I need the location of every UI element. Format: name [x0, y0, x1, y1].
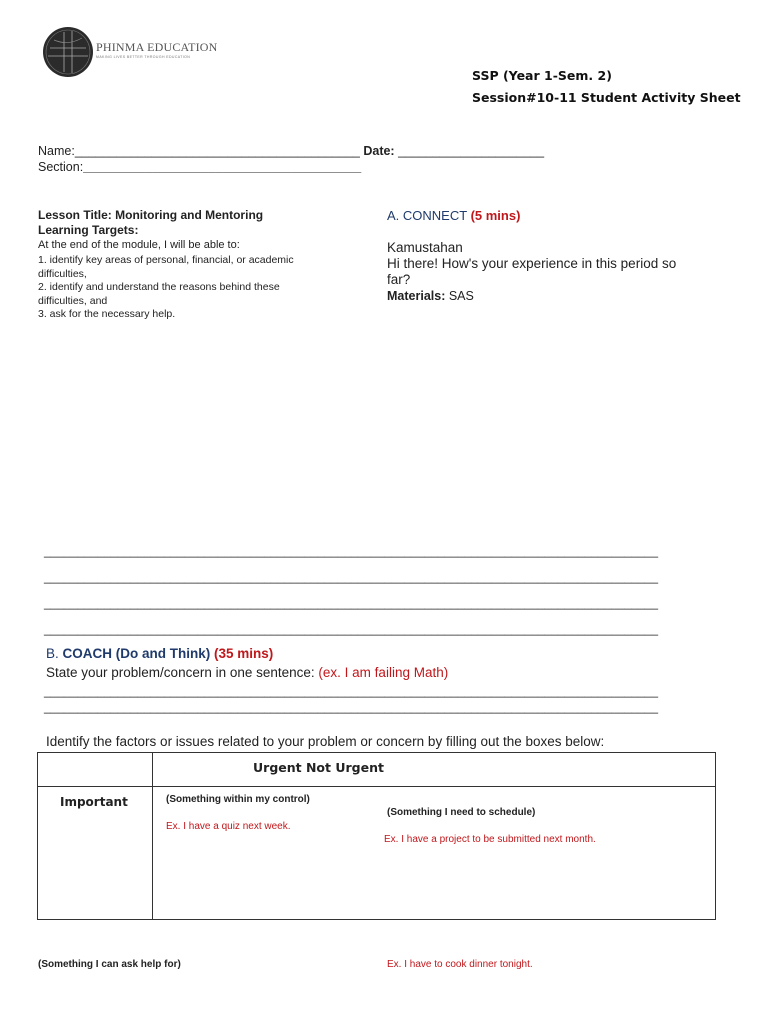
matrix-instruction: Identify the factors or issues related to your problem or concern by filling out the boxes below:: [46, 734, 605, 749]
name-field[interactable]: _________________________________________: [74, 144, 360, 158]
ask-help-example: Ex. I have to cook dinner tonight.: [387, 959, 533, 970]
coach-prefix: B.: [46, 646, 63, 661]
coach-prompt-row: [46, 665, 448, 680]
connect-heading: [387, 208, 727, 224]
connect-time: (5 mins): [470, 208, 521, 223]
important-label-cell: [38, 787, 153, 920]
logo-tagline: MAKING LIVES BETTER THROUGH EDUCATION: [96, 55, 191, 59]
problem-line[interactable]: ____________________________________________________________________________________________: [44, 684, 658, 698]
answer-line[interactable]: ____________________________________________________________________________________________: [44, 570, 658, 584]
phinma-logo: [42, 26, 217, 106]
answer-line[interactable]: ____________________________________________________________________________________________: [44, 596, 658, 610]
coach-title: COACH (Do and Think): [62, 646, 211, 661]
not-urgent-example: Ex. I have a project to be submitted next month.: [384, 834, 596, 845]
important-label: Important: [60, 795, 128, 809]
priority-matrix: [37, 752, 716, 920]
connect-question-cont: far?: [387, 272, 411, 287]
learning-targets-intro: At the end of the module, I will be able to:: [38, 239, 240, 251]
course-title: SSP (Year 1-Sem. 2): [472, 68, 612, 83]
learning-target-item: 3. ask for the necessary help.: [38, 308, 176, 320]
materials-value: SAS: [448, 289, 474, 303]
name-row: [38, 144, 544, 158]
learning-targets-heading: Learning Targets:: [38, 223, 139, 237]
coach-example: (ex. I am failing Math): [318, 665, 449, 680]
date-label: Date:: [363, 144, 395, 158]
materials-label: Materials:: [387, 289, 446, 303]
connect-greeting: Kamustahan: [387, 240, 463, 255]
learning-target-item: difficulties, and: [38, 295, 108, 307]
learning-target-item: 2. identify and understand the reasons behind these: [38, 281, 280, 293]
problem-line[interactable]: ____________________________________________________________________________________________: [44, 700, 658, 714]
matrix-corner-cell: [38, 753, 153, 787]
ask-help-hint: (Something I can ask help for): [38, 959, 181, 970]
phinma-logo-icon: [42, 26, 94, 78]
connect-block: [387, 208, 727, 304]
section-label: Section:: [38, 160, 84, 174]
connect-title: A. CONNECT: [387, 208, 467, 223]
session-title: Session#10-11 Student Activity Sheet: [472, 90, 741, 105]
learning-target-item: 1. identify key areas of personal, financial, or academic: [38, 254, 294, 266]
learning-target-item: difficulties,: [38, 268, 87, 280]
not-urgent-hint: (Something I need to schedule): [387, 807, 536, 818]
connect-question: Hi there! How's your experience in this period so: [387, 256, 677, 271]
lesson-title: Lesson Title: Monitoring and Mentoring: [38, 208, 264, 222]
urgent-example: Ex. I have a quiz next week.: [166, 821, 291, 832]
lesson-block: [38, 208, 368, 322]
name-label: Name:: [38, 144, 75, 158]
section-field[interactable]: ________________________________________: [83, 160, 362, 174]
answer-line[interactable]: ____________________________________________________________________________________________: [44, 544, 658, 558]
matrix-header-cell: [153, 753, 716, 787]
section-row: [38, 160, 361, 174]
logo-wordmark: PHINMA EDUCATION: [96, 40, 218, 54]
coach-prompt: State your problem/concern in one sentence:: [46, 665, 319, 680]
important-content-cell[interactable]: [153, 787, 716, 920]
date-field[interactable]: _____________________: [398, 144, 545, 158]
materials-row: [387, 288, 727, 304]
answer-line[interactable]: ____________________________________________________________________________________________: [44, 622, 658, 636]
matrix-header: Urgent Not Urgent: [253, 760, 384, 775]
urgent-hint: (Something within my control): [166, 794, 310, 805]
coach-heading: [46, 646, 273, 661]
coach-time: (35 mins): [214, 646, 274, 661]
